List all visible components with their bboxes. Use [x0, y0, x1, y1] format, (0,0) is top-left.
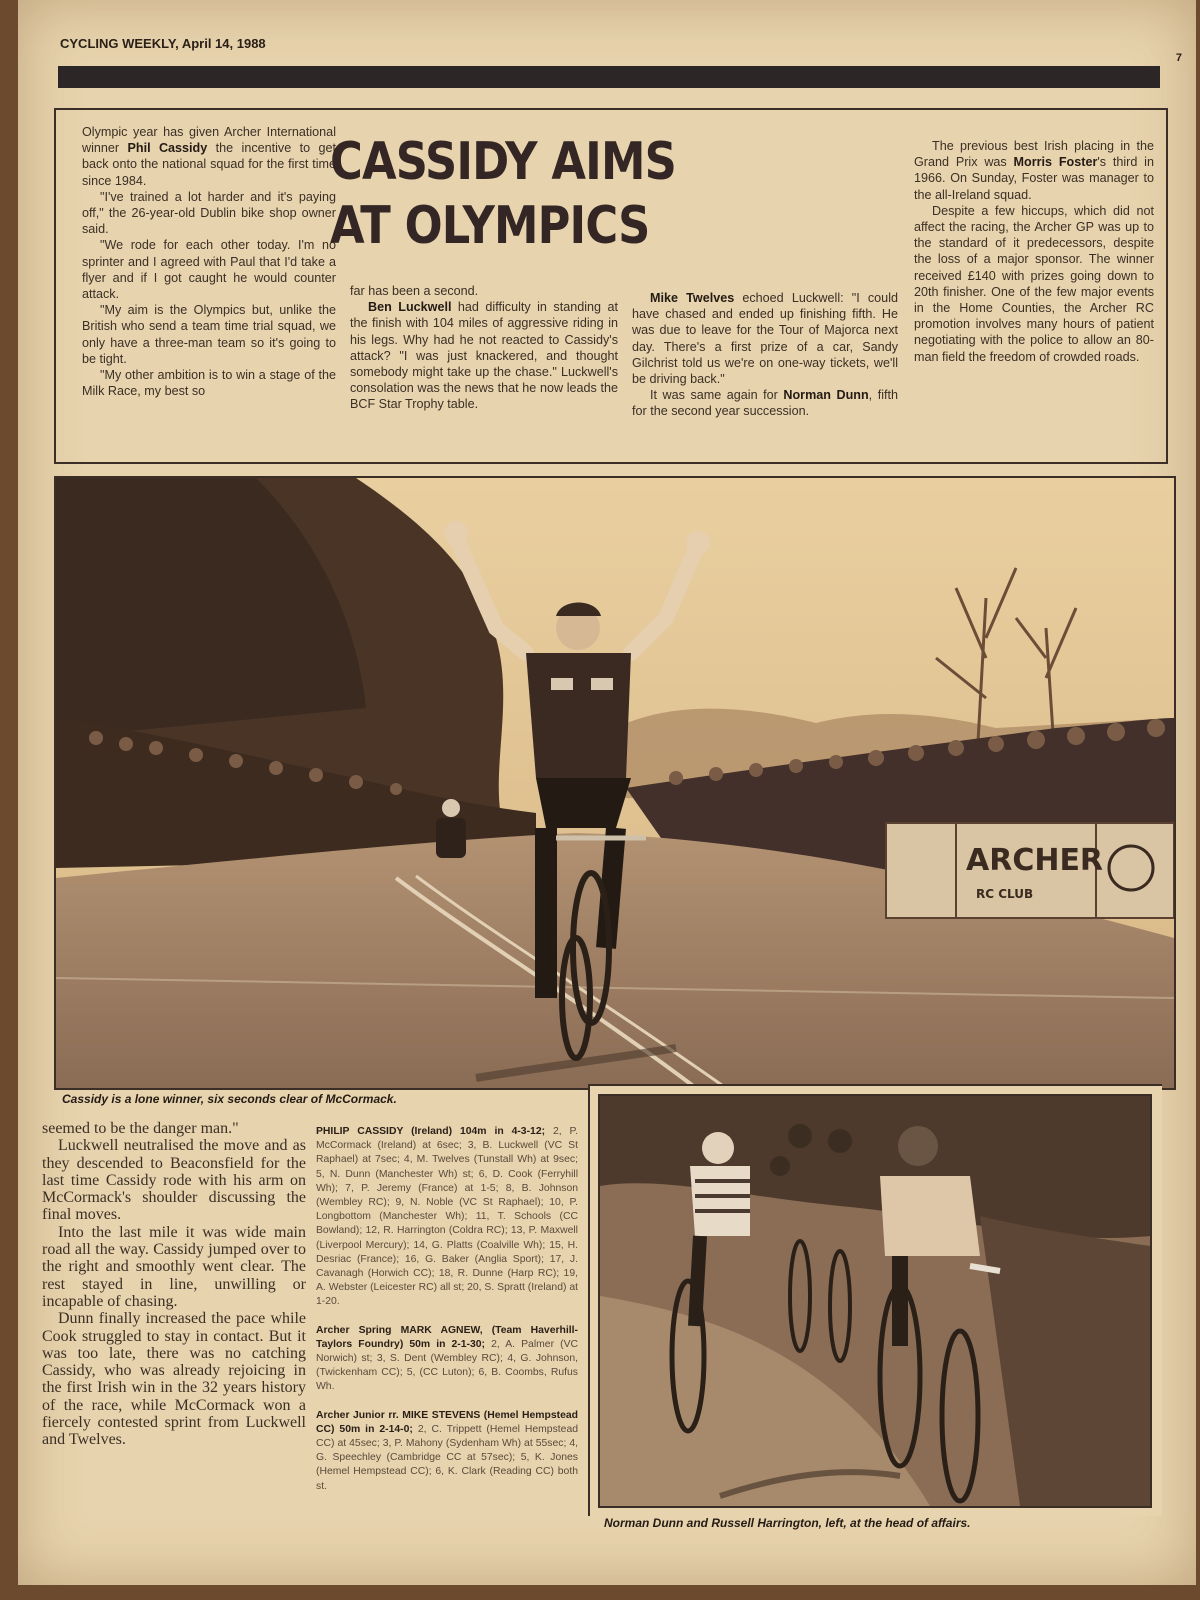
headline-line-1: CASSIDY AIMS: [330, 132, 676, 192]
headline: [330, 130, 691, 258]
article-column-2: far has been a second. Ben Luckwell had difficulty in standing at the finish with 104 miles of aggressive riding in his legs. Why had he not reacted to Cassidy's attack? "I was just knackered, and thought somebody might take up the chase." Luckwell's consolation was the news that he now leads the BCF Star Trophy table.: [350, 284, 618, 412]
paragraph: "We rode for each other today. I'm no sprinter and I agreed with Paul that I'd take a flyer and if I got caught he would counter attack.: [82, 238, 336, 302]
inset-photo-peloton: [598, 1094, 1152, 1508]
main-photo-caption: Cassidy is a lone winner, six seconds clear of McCormack.: [62, 1092, 397, 1106]
paragraph: "My aim is the Olympics but, unlike the British who send a team time trial squad, we only have a three-man team so it's going to be tight.: [82, 303, 336, 366]
masthead: CYCLING WEEKLY, April 14, 1988: [60, 36, 266, 51]
inset-photo-caption: Norman Dunn and Russell Harrington, left, at the head of affairs.: [604, 1516, 971, 1530]
paragraph: "My other ambition is to win a stage of the Milk Race, my best so: [82, 368, 336, 399]
name-phil-cassidy: Phil Cassidy: [127, 141, 208, 156]
name-mike-twelves: Mike Twelves: [650, 291, 735, 305]
name-ben-luckwell: Ben Luckwell: [368, 300, 452, 315]
race-results: [316, 1125, 578, 1508]
banner-club-text: RC CLUB: [976, 887, 1034, 901]
article-column-3: Mike Twelves echoed Luckwell: "I could have chased and ended up finishing fifth. He was due to leave for the Tour of Majorca next day. There's a first prize of a car, Sandy Gilchrist told us we're on one-way tickets, we'll be driving back." It was same again for Norman Dunn, fifth for the second year succession.: [632, 291, 899, 419]
paragraph: Dunn finally increased the pace while Cook struggled to stay in contact. But it was too late, there was no catching Cassidy, who was already rejoicing in the first Irish win in the 32 years history of the race, while McCormack won a fiercely contested sprint from Luckwell and Twelves.: [42, 1310, 306, 1449]
results-archer-junior: Archer Junior rr. MIKE STEVENS (Hemel Hempstead CC) 50m in 2-14-0; 2, C. Trippett (Hemel Hempstead CC) at 45sec; 3, P. Mahony (Sydenham Wh) at 55sec; 4, G. Speechley (Cambridge CC at 57sec); 5, K. Jones (Hemel Hempstead CC); 6, K. Clark (Reading CC) both st.: [316, 1409, 578, 1492]
banner-archer-text: ARCHER: [966, 843, 1104, 878]
name-norman-dunn: Norman Dunn: [783, 388, 869, 403]
paragraph: far has been a second.: [350, 284, 479, 298]
paragraph: Despite a few hiccups, which did not affect the racing, the Archer GP was up to the standard of it predecessors, despite the loss of a major sponsor. The winner received £140 with prizes going down to 20th finisher. One of the few major events in the Home Counties, the Archer RC promotion involves many hours of patient negotiating with the police to allow an 80-man field the freedom of crowded roads.: [914, 203, 1154, 364]
results-archer-spring: Archer Spring MARK AGNEW, (Team Haverhill-Taylors Foundry) 50m in 2-1-30; 2, A. Palmer (VC Norwich) st; 3, S. Dent (Wembley RC); 4, G. Johnson, (Twickenham CC); 5, (CC Luton); 6, B. Coombs, Rufus Wh.: [316, 1324, 579, 1393]
main-photo-cassidy-finish: [54, 476, 1176, 1090]
article-column-4: The previous best Irish placing in the Grand Prix was Morris Foster's third in 1966. On Sunday, Foster was manager to the all-Ireland squad. Despite a few hiccups, which did not affect the racing, the Archer GP was up to the standard of it predecessors, despite the loss of a major sponsor. The winner received £140 with prizes going down to 20th finisher. One of the few major events in the Home Counties, the Archer RC promotion involves many hours of patient negotiating with the police to allow an 80-man field the freedom of crowded roads.: [914, 139, 1154, 364]
paragraph: seemed to be the danger man.": [42, 1120, 239, 1137]
article-continuation: [42, 1120, 306, 1449]
header-rule: [58, 66, 1160, 88]
paragraph: "I've trained a lot harder and it's paying off," the 26-year-old Dublin bike shop owner said.: [82, 189, 336, 237]
paragraph: Into the last mile it was wide main road all the way. Cassidy jumped over to the right and smoothly went clear. The rest stayed in line, unwilling or incapable of chasing.: [42, 1223, 306, 1310]
paragraph: Luckwell neutralised the move and as they descended to Beaconsfield for the last time Cassidy rode with his arm on McCormack's shoulder discussing the final moves.: [42, 1137, 306, 1224]
page-number: 7: [1175, 52, 1182, 64]
headline-line-2: AT OLYMPICS: [330, 196, 650, 256]
name-morris-foster: Morris Foster: [1013, 155, 1098, 170]
article-column-1: Olympic year has given Archer International winner Phil Cassidy the incentive to get back onto the national squad for the first time since 1984. "I've trained a lot harder and it's paying off," the 26-year-old Dublin bike shop owner said. "We rode for each other today. I'm no sprinter and I agreed with Paul that I'd take a flyer and if I got caught he would counter attack. "My aim is the Olympics but, unlike the British who send a team time trial squad, we only have a three-man team so it's going to be tight. "My other ambition is to win a stage of the Milk Race, my best so: [82, 125, 336, 399]
results-archer-gp: PHILIP CASSIDY (Ireland) 104m in 4-3-12; 2, P. McCormack (Ireland) at 6sec; 3, B. Luckwell (VC St Raphael) at 7sec; 4, M. Twelves (Tunstall Wh) at 9sec; 5, N. Dunn (Manchester Wh) st; 6, D. Cook (Ferryhill Wh); 7, P. Jeremy (France) at 1-5; 8, B. Johnson (Wembley RC); 9, N. Noble (VC St Raphael); 10, P. Longbottom (Manchester Wh); 11, T. Schools (CC Bowland); 12, R. Harrington (Coldra RC); 13, P. Maxwell (Liverpool Mercury); 14, G. Platts (Coalville Wh); 15, H. Desriac (France); 16, G. Baker (Anglia Sport); 17, J. Cavanagh (Horwich CC); 18, R. Dunne (Harp RC); 19, A. Webster (Leicester RC) all st; 20, S. Spratt (Ireland) at 1-20.: [316, 1126, 578, 1308]
